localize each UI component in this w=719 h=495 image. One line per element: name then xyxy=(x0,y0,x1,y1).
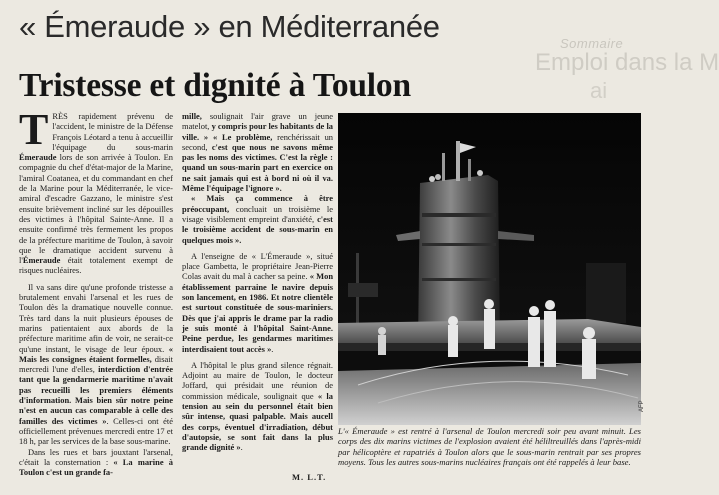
paragraph xyxy=(182,251,333,354)
drop-cap: T xyxy=(19,105,49,154)
ship-name: Émeraude xyxy=(19,152,57,163)
paragraph xyxy=(182,111,333,193)
quote: « La marine à Toulon c'est un grande fa- xyxy=(19,456,173,478)
paragraph xyxy=(19,447,173,478)
quote: interdiction d'entrée tant que la gendarmerie maritime n'avait pas recueilli les premiers éléments d'information. Mais bien sûr notre peine n'est en aucun cas comparable à celle des familles des victimes » xyxy=(19,364,174,426)
bleed-through-summary: Sommaire xyxy=(560,36,624,51)
kicker-title: « Émeraude » en Méditerranée xyxy=(19,9,440,44)
quote: « Le problème, xyxy=(212,131,273,142)
caption-lead: L'« Émeraude » xyxy=(338,426,395,436)
photo-caption xyxy=(338,426,641,468)
text-run: Dans les rues et bars jouxtant l'arsenal, c'était la consternation : xyxy=(19,446,173,467)
quote: y compris pour les habitants de la ville. » xyxy=(182,121,334,142)
text-run: A l'enseigne de « L'Émeraude », situé place Gambetta, le propriétaire Jean-Pierre Colas avait du mal à cacher sa peine. xyxy=(182,250,333,282)
quote: « Mais ça commence à être préoccupant, xyxy=(182,193,333,214)
quote: c'est le troisième accident de sous-marin en quelques mois ». xyxy=(182,213,333,245)
submarine-photo-image xyxy=(338,113,641,425)
article-column-2 xyxy=(182,111,333,486)
text-run: était totalement exempt de risques nucléaires. xyxy=(19,255,173,276)
author-signature: M. L.T. xyxy=(292,472,327,482)
text-run: . Celles-ci ont été officiellement prévenues mercredi entre 17 et 18 h, par les services de la base sous-marine. xyxy=(19,415,174,447)
paragraph xyxy=(19,282,173,447)
text-run: concluait un troisième le visage visiblement empreint d'anxiété, xyxy=(182,203,333,224)
text-run: . xyxy=(240,442,243,453)
submarine-photo xyxy=(338,113,641,425)
paragraph xyxy=(182,193,333,244)
article-headline: Tristesse et dignité à Toulon xyxy=(19,67,411,104)
text-run: A l'hôpital le plus grand silence régnait. Adjoint au maire de Toulon, le docteur Joffard, qui présidait une réunion de commission médicale, soulignait que xyxy=(182,359,333,401)
article-column-1 xyxy=(19,105,174,486)
bleed-through-text-2: ai xyxy=(590,78,608,103)
text-run: renchérissait un second, xyxy=(182,131,334,152)
text-run: . xyxy=(271,343,274,354)
ship-name: Émeraude xyxy=(22,255,61,266)
text-run: RÈS rapidement prévenu de l'accident, le ministre de la Défense François Léotard a tenu à accueillir l'équipage du sous-marin xyxy=(52,111,173,152)
text-run: Il va sans dire qu'une profonde tristesse a brutalement envahi l'arsenal et les rues de Toulon dès la dramatique nouvelle connue. Très tard dans la nuit plusieurs épouses de marins patientaient aux abords de la préfecture maritime afin de voir, ne serait-ce qu'une instant, le visage de leur époux. xyxy=(19,281,173,354)
text-run: disait mercredi l'une d'elles, xyxy=(19,353,173,375)
quote: « la tension au sein du personnel était bien sûr intense, quasi palpable. Mais aucell des corps, éventuel d'irradiation, début d'autopsie, se sont fait dans la plus grande dignité » xyxy=(182,390,333,453)
bleed-through-text: Emploi dans la M xyxy=(535,49,719,76)
quote: mille, xyxy=(182,111,202,121)
text-run: soulignait l'air grave un jeune matelot, xyxy=(182,111,333,132)
quote: « Mon établissement parraine le navire depuis son lancement, en 1986. Et notre clientèle est surtout constituée de sous-mariniers. Dès que j'ai appris le drame par la radio je suis monté à l'hôpital Saint-Anne. Peine perdue, les gendarmes maritimes interdisaient tout accès » xyxy=(182,271,334,354)
photo-credit: AFP xyxy=(639,400,645,412)
quote: « Mais les consignes étaient formelles, xyxy=(19,343,173,364)
text-run: lors de son arrivée à Toulon. En compagnie du chef d'état-major de la Marine, l'amiral Coatanea, et du commandant en chef de la Marine pour la Méditerranée, le vice-amiral d'escadre Gazzano, le ministre s'est ensuite brièvement incliné sur les dépouilles des victimes à l'hôpital Sainte-Anne. Il a ensuite confirmé très fermement les propos de la préfecture maritime de Toulon, à savoir que le dramatique accident survenu à l' xyxy=(19,152,173,266)
caption-text: est rentré à l'arsenal de Toulon mercredi soir peu avant minuit. Les corps des dix marins victimes de l'explosion avaient été héliltreuillés dans l'après-midi par hélicoptère et rapatriés à Toulon alors que le sous-marin rentrait par ses propres moyens. Tous les autres sous-marins nucléaires français ont été rappelés à leur base. xyxy=(338,426,641,468)
paragraph xyxy=(19,105,173,276)
quote: c'est que nous ne savons même pas les noms des victimes. C'est la règle : quand un sous-marin part en exercice on ne sait jamais qui est à bord ni où il va. Même l'équipage l'ignore ». xyxy=(182,141,333,194)
paragraph xyxy=(182,360,333,453)
